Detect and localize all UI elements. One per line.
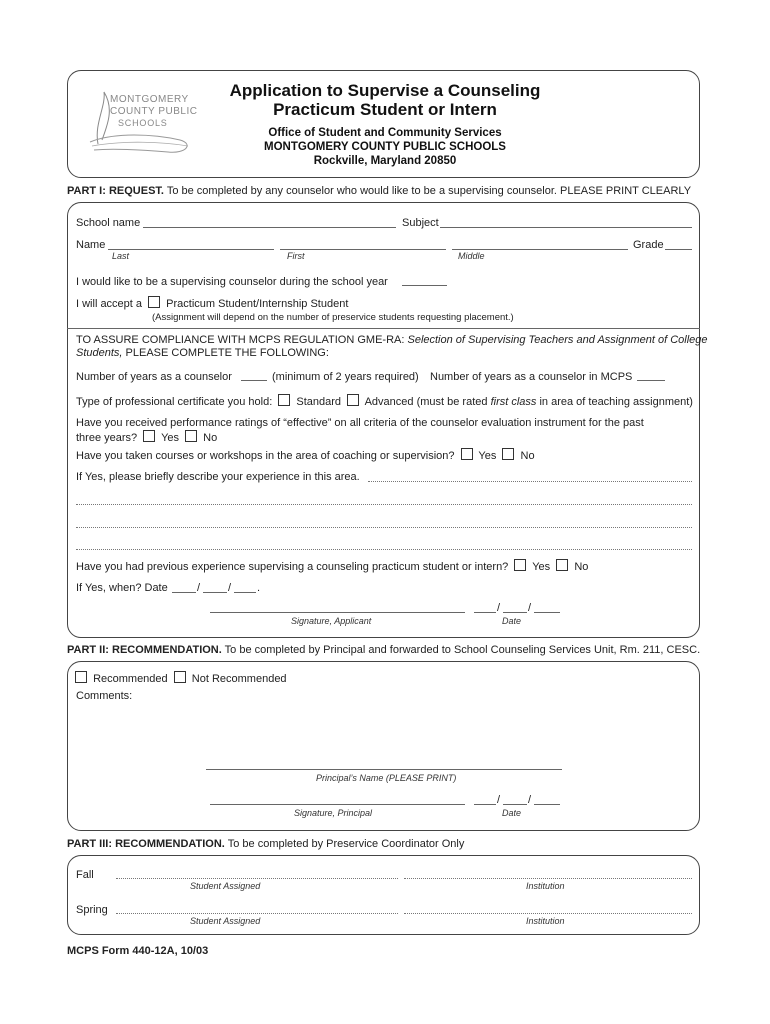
prev-exp-no-checkbox[interactable] (556, 559, 568, 571)
prev-exp-yes-label: Yes (532, 561, 551, 573)
when-month-field[interactable] (172, 592, 196, 593)
compliance-prefix: TO ASSURE COMPLIANCE WITH MCPS REGULATION GME-RA: (76, 334, 405, 346)
years-field[interactable] (241, 380, 267, 381)
fall-label: Fall (76, 869, 94, 881)
principal-date-day[interactable] (503, 804, 527, 805)
principal-date-month[interactable] (474, 804, 496, 805)
applicant-date-caption: Date (502, 616, 522, 626)
cert-label: Type of professional certificate you hold: (76, 396, 273, 408)
applicant-date-day[interactable] (503, 612, 527, 613)
when-label: If Yes, when? Date (76, 582, 168, 594)
rating-no-checkbox[interactable] (185, 430, 197, 442)
describe-field-3[interactable] (76, 527, 692, 528)
city-name: Rockville, Maryland 20850 (313, 155, 457, 167)
fall-institution-caption: Institution (526, 881, 565, 891)
when-slash-2: / (228, 582, 232, 594)
cert-note-italic: first class (490, 396, 537, 408)
principal-date-slash-2: / (528, 794, 532, 806)
describe-field-4[interactable] (76, 549, 692, 550)
recommend-row (72, 671, 287, 686)
logo-line3: SCHOOLS (118, 118, 168, 128)
accept-checkbox[interactable] (148, 296, 160, 308)
applicant-date-year[interactable] (534, 612, 560, 613)
principal-signature-field[interactable] (210, 804, 465, 805)
courses-no-label: No (520, 450, 535, 462)
cert-row (76, 394, 693, 409)
cert-note-suffix: in area of teaching assignment) (539, 396, 693, 408)
principal-date-year[interactable] (534, 804, 560, 805)
middle-caption: Middle (458, 251, 485, 261)
office-name: Office of Student and Community Services (268, 127, 502, 139)
not-recommended-checkbox[interactable] (174, 671, 186, 683)
spring-institution-caption: Institution (526, 916, 565, 926)
first-caption: First (287, 251, 305, 261)
when-year-field[interactable] (234, 592, 256, 593)
prev-exp-no-label: No (574, 561, 589, 573)
logo-line2: COUNTY PUBLIC (110, 106, 198, 117)
compliance-line1 (76, 334, 708, 347)
fall-student-field[interactable] (116, 878, 398, 879)
subject-label: Subject (402, 217, 439, 229)
applicant-date-slash-1: / (497, 602, 501, 614)
courses-yes-label: Yes (478, 450, 497, 462)
part2-heading: PART II: RECOMMENDATION. (67, 644, 222, 656)
form-title-line1: Application to Supervise a Counseling (229, 81, 541, 100)
cert-note-prefix: (must be rated (416, 396, 488, 408)
prev-exp-question: Have you had previous experience supervising a counseling practicum student or intern? (76, 561, 509, 573)
school-year-field[interactable] (402, 285, 447, 286)
rating-row (76, 430, 217, 445)
part1-divider (67, 328, 700, 329)
spring-institution-field[interactable] (404, 913, 692, 914)
part3-heading: PART III: RECOMMENDATION. (67, 838, 225, 850)
school-year-text: I would like to be a supervising counselor during the school year (76, 276, 388, 288)
when-period: . (257, 582, 261, 594)
part3-heading-row (67, 838, 464, 851)
principal-name-caption: Principal’s Name (PLEASE PRINT) (316, 773, 457, 783)
compliance-italic1: Selection of Supervising Teachers and Assignment of College (407, 334, 708, 346)
courses-no-checkbox[interactable] (502, 448, 514, 460)
prev-exp-row (76, 559, 588, 574)
school-name-field[interactable] (143, 227, 396, 228)
spring-label: Spring (76, 904, 108, 916)
accept-row (76, 296, 348, 311)
subject-field[interactable] (440, 227, 692, 228)
accept-label: I will accept a (76, 298, 143, 310)
describe-field-1[interactable] (368, 481, 692, 482)
describe-label: If Yes, please briefly describe your experience in this area. (76, 471, 360, 483)
part3-instruction: To be completed by Preservice Coordinator Only (227, 838, 465, 850)
part2-instruction: To be completed by Principal and forwarded to School Counseling Services Unit, Rm. 211, CESC. (224, 644, 701, 656)
courses-row (76, 448, 535, 463)
prev-exp-yes-checkbox[interactable] (514, 559, 526, 571)
fall-student-caption: Student Assigned (190, 881, 261, 891)
principal-date-caption: Date (502, 808, 522, 818)
applicant-date-month[interactable] (474, 612, 496, 613)
last-name-field[interactable] (108, 249, 274, 250)
school-name-label: School name (76, 217, 141, 229)
form-id: MCPS Form 440-12A, 10/03 (67, 945, 209, 957)
comments-label: Comments: (76, 690, 133, 702)
spring-student-field[interactable] (116, 913, 398, 914)
part3-box (67, 855, 700, 935)
courses-question: Have you taken courses or workshops in the area of coaching or supervision? (76, 450, 455, 462)
middle-name-field[interactable] (452, 249, 628, 250)
recommended-checkbox[interactable] (75, 671, 87, 683)
grade-label: Grade (633, 239, 664, 251)
years-mcps-label: Number of years as a counselor in MCPS (430, 371, 633, 383)
part1-heading: PART I: REQUEST. (67, 185, 164, 197)
compliance-line2 (76, 347, 329, 360)
years-min: (minimum of 2 years required) (272, 371, 419, 383)
name-label: Name (76, 239, 106, 251)
recommended-label: Recommended (93, 673, 168, 685)
principal-name-field[interactable] (206, 769, 562, 770)
part1-instruction: To be completed by any counselor who would like to be a supervising counselor. PLEASE PRINT CLEARLY (166, 185, 692, 197)
applicant-signature-caption: Signature, Applicant (291, 616, 372, 626)
not-recommended-label: Not Recommended (191, 673, 287, 685)
last-caption: Last (112, 251, 130, 261)
cert-standard-checkbox[interactable] (278, 394, 290, 406)
cert-advanced-label: Advanced (364, 396, 414, 408)
compliance-italic2: Students, (76, 347, 123, 359)
fall-institution-field[interactable] (404, 878, 692, 879)
describe-field-2[interactable] (76, 504, 692, 505)
when-slash-1: / (197, 582, 201, 594)
cert-standard-label: Standard (296, 396, 342, 408)
accept-option: Practicum Student/Internship Student (166, 298, 349, 310)
accept-note: (Assignment will depend on the number of preservice students requesting placement.) (152, 312, 514, 323)
rating-question-line1: Have you received performance ratings of “effective” on all criteria of the counselor evaluation instrument for the past (76, 417, 644, 429)
rating-question-line2: three years? (76, 432, 138, 444)
logo-line1: MONTGOMERY (110, 94, 189, 105)
part1-heading-row (67, 185, 691, 198)
applicant-date-slash-2: / (528, 602, 532, 614)
principal-signature-caption: Signature, Principal (294, 808, 373, 818)
compliance-suffix: PLEASE COMPLETE THE FOLLOWING: (125, 347, 329, 359)
grade-field[interactable] (665, 249, 692, 250)
district-name: MONTGOMERY COUNTY PUBLIC SCHOOLS (264, 141, 506, 153)
part2-box (67, 661, 700, 831)
first-name-field[interactable] (280, 249, 446, 250)
applicant-signature-field[interactable] (210, 612, 465, 613)
years-label: Number of years as a counselor (76, 371, 232, 383)
rating-no-label: No (203, 432, 218, 444)
spring-student-caption: Student Assigned (190, 916, 261, 926)
courses-yes-checkbox[interactable] (461, 448, 473, 460)
when-day-field[interactable] (203, 592, 227, 593)
rating-yes-checkbox[interactable] (143, 430, 155, 442)
principal-date-slash-1: / (497, 794, 501, 806)
form-title-line2: Practicum Student or Intern (273, 100, 497, 119)
years-mcps-field[interactable] (637, 380, 665, 381)
part2-heading-row (67, 644, 700, 657)
rating-yes-label: Yes (161, 432, 180, 444)
cert-advanced-checkbox[interactable] (347, 394, 359, 406)
